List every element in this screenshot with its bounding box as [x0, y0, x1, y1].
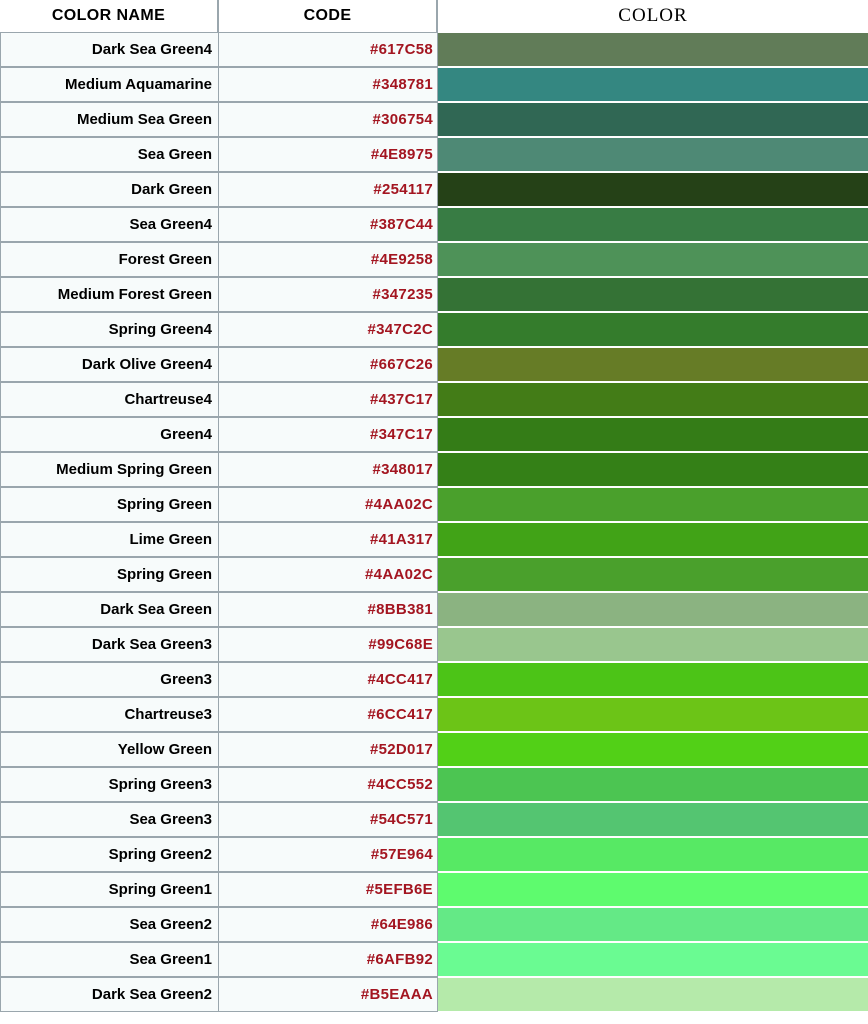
table-row [0, 137, 868, 172]
color-swatch-cell [438, 942, 868, 977]
table-row [0, 207, 868, 242]
color-swatch [438, 103, 868, 136]
table-row [0, 312, 868, 347]
table-row [0, 662, 868, 697]
table-row [0, 837, 868, 872]
color-swatch [438, 838, 868, 871]
color-code-cell: #667C26 [219, 347, 438, 382]
color-code-cell: #64E986 [219, 907, 438, 942]
table-row [0, 172, 868, 207]
color-name-cell: Sea Green2 [0, 907, 219, 942]
color-swatch-cell [438, 977, 868, 1012]
color-swatch [438, 313, 868, 346]
color-code-cell: #254117 [219, 172, 438, 207]
column-header-color: COLOR [438, 0, 868, 32]
color-code-cell: #99C68E [219, 627, 438, 662]
color-code-cell: #4E9258 [219, 242, 438, 277]
color-swatch [438, 978, 868, 1011]
color-swatch [438, 173, 868, 206]
color-name-cell: Yellow Green [0, 732, 219, 767]
color-swatch [438, 523, 868, 556]
color-code-cell: #437C17 [219, 382, 438, 417]
color-code-cell: #57E964 [219, 837, 438, 872]
table-row [0, 732, 868, 767]
color-code-cell: #617C58 [219, 32, 438, 67]
color-name-cell: Medium Sea Green [0, 102, 219, 137]
table-row [0, 452, 868, 487]
color-name-cell: Dark Sea Green [0, 592, 219, 627]
color-name-cell: Spring Green2 [0, 837, 219, 872]
color-swatch-cell [438, 557, 868, 592]
color-swatch-cell [438, 767, 868, 802]
table-row [0, 277, 868, 312]
color-swatch-cell [438, 697, 868, 732]
color-code-cell: #6CC417 [219, 697, 438, 732]
color-name-cell: Medium Forest Green [0, 277, 219, 312]
color-code-cell: #348017 [219, 452, 438, 487]
color-swatch [438, 943, 868, 976]
table-row [0, 767, 868, 802]
table-row [0, 802, 868, 837]
table-row [0, 67, 868, 102]
color-swatch [438, 698, 868, 731]
color-name-cell: Lime Green [0, 522, 219, 557]
color-name-cell: Dark Olive Green4 [0, 347, 219, 382]
color-swatch-cell [438, 172, 868, 207]
color-swatch-cell [438, 487, 868, 522]
color-swatch-cell [438, 207, 868, 242]
color-swatch [438, 873, 868, 906]
color-name-cell: Dark Sea Green2 [0, 977, 219, 1012]
color-code-cell: #347235 [219, 277, 438, 312]
color-name-cell: Sea Green1 [0, 942, 219, 977]
color-code-cell: #8BB381 [219, 592, 438, 627]
color-swatch [438, 453, 868, 486]
color-name-cell: Dark Sea Green3 [0, 627, 219, 662]
table-row [0, 627, 868, 662]
table-row [0, 242, 868, 277]
color-name-cell: Dark Sea Green4 [0, 32, 219, 67]
table-row [0, 557, 868, 592]
color-swatch [438, 348, 868, 381]
color-swatch [438, 243, 868, 276]
color-code-cell: #4E8975 [219, 137, 438, 172]
color-swatch [438, 733, 868, 766]
table-row [0, 697, 868, 732]
color-swatch [438, 278, 868, 311]
color-swatch [438, 558, 868, 591]
color-code-cell: #54C571 [219, 802, 438, 837]
color-code-cell: #41A317 [219, 522, 438, 557]
color-swatch-cell [438, 592, 868, 627]
color-swatch-cell [438, 67, 868, 102]
table-row [0, 942, 868, 977]
color-name-cell: Sea Green [0, 137, 219, 172]
color-name-cell: Chartreuse3 [0, 697, 219, 732]
color-swatch-cell [438, 907, 868, 942]
color-swatch-cell [438, 627, 868, 662]
table-row [0, 382, 868, 417]
color-name-cell: Spring Green [0, 487, 219, 522]
color-code-cell: #347C2C [219, 312, 438, 347]
color-name-cell: Dark Green [0, 172, 219, 207]
color-swatch-cell [438, 32, 868, 67]
color-name-cell: Green4 [0, 417, 219, 452]
color-swatch-cell [438, 872, 868, 907]
color-swatch-cell [438, 837, 868, 872]
color-swatch-cell [438, 102, 868, 137]
color-name-cell: Medium Aquamarine [0, 67, 219, 102]
color-code-cell: #4AA02C [219, 487, 438, 522]
color-swatch [438, 68, 868, 101]
table-row [0, 977, 868, 1012]
color-swatch-cell [438, 732, 868, 767]
color-swatch-cell [438, 242, 868, 277]
color-code-cell: #4AA02C [219, 557, 438, 592]
table-header [0, 0, 868, 32]
color-swatch [438, 628, 868, 661]
color-name-cell: Forest Green [0, 242, 219, 277]
table-row [0, 872, 868, 907]
color-swatch-cell [438, 662, 868, 697]
color-name-cell: Spring Green3 [0, 767, 219, 802]
color-code-cell: #B5EAAA [219, 977, 438, 1012]
color-code-cell: #387C44 [219, 207, 438, 242]
table-row [0, 102, 868, 137]
color-code-cell: #52D017 [219, 732, 438, 767]
color-name-cell: Sea Green4 [0, 207, 219, 242]
color-swatch-cell [438, 452, 868, 487]
color-swatch [438, 418, 868, 451]
color-swatch [438, 593, 868, 626]
color-swatch [438, 663, 868, 696]
color-swatch-cell [438, 312, 868, 347]
table-row [0, 592, 868, 627]
table-row [0, 487, 868, 522]
color-code-cell: #5EFB6E [219, 872, 438, 907]
color-swatch [438, 803, 868, 836]
color-code-cell: #347C17 [219, 417, 438, 452]
color-swatch [438, 138, 868, 171]
color-swatch-cell [438, 347, 868, 382]
color-name-cell: Spring Green [0, 557, 219, 592]
table-row [0, 347, 868, 382]
color-name-cell: Spring Green1 [0, 872, 219, 907]
color-swatch [438, 488, 868, 521]
color-swatch [438, 383, 868, 416]
color-code-cell: #4CC552 [219, 767, 438, 802]
color-code-cell: #306754 [219, 102, 438, 137]
color-swatch-cell [438, 277, 868, 312]
color-swatch [438, 768, 868, 801]
color-name-cell: Green3 [0, 662, 219, 697]
color-swatch [438, 908, 868, 941]
header-row [0, 0, 868, 32]
color-name-cell: Sea Green3 [0, 802, 219, 837]
color-swatch-cell [438, 382, 868, 417]
column-header-color-name: COLOR NAME [0, 0, 219, 32]
color-code-cell: #6AFB92 [219, 942, 438, 977]
color-name-cell: Chartreuse4 [0, 382, 219, 417]
color-code-cell: #348781 [219, 67, 438, 102]
color-swatch [438, 208, 868, 241]
color-swatch-cell [438, 522, 868, 557]
table-row [0, 522, 868, 557]
color-swatch-cell [438, 417, 868, 452]
table-row [0, 32, 868, 67]
color-code-cell: #4CC417 [219, 662, 438, 697]
color-name-cell: Spring Green4 [0, 312, 219, 347]
column-header-code: CODE [219, 0, 438, 32]
color-name-cell: Medium Spring Green [0, 452, 219, 487]
color-swatch-cell [438, 802, 868, 837]
table-row [0, 417, 868, 452]
table-body [0, 32, 868, 1012]
color-swatch [438, 33, 868, 66]
color-swatch-cell [438, 137, 868, 172]
table-row [0, 907, 868, 942]
